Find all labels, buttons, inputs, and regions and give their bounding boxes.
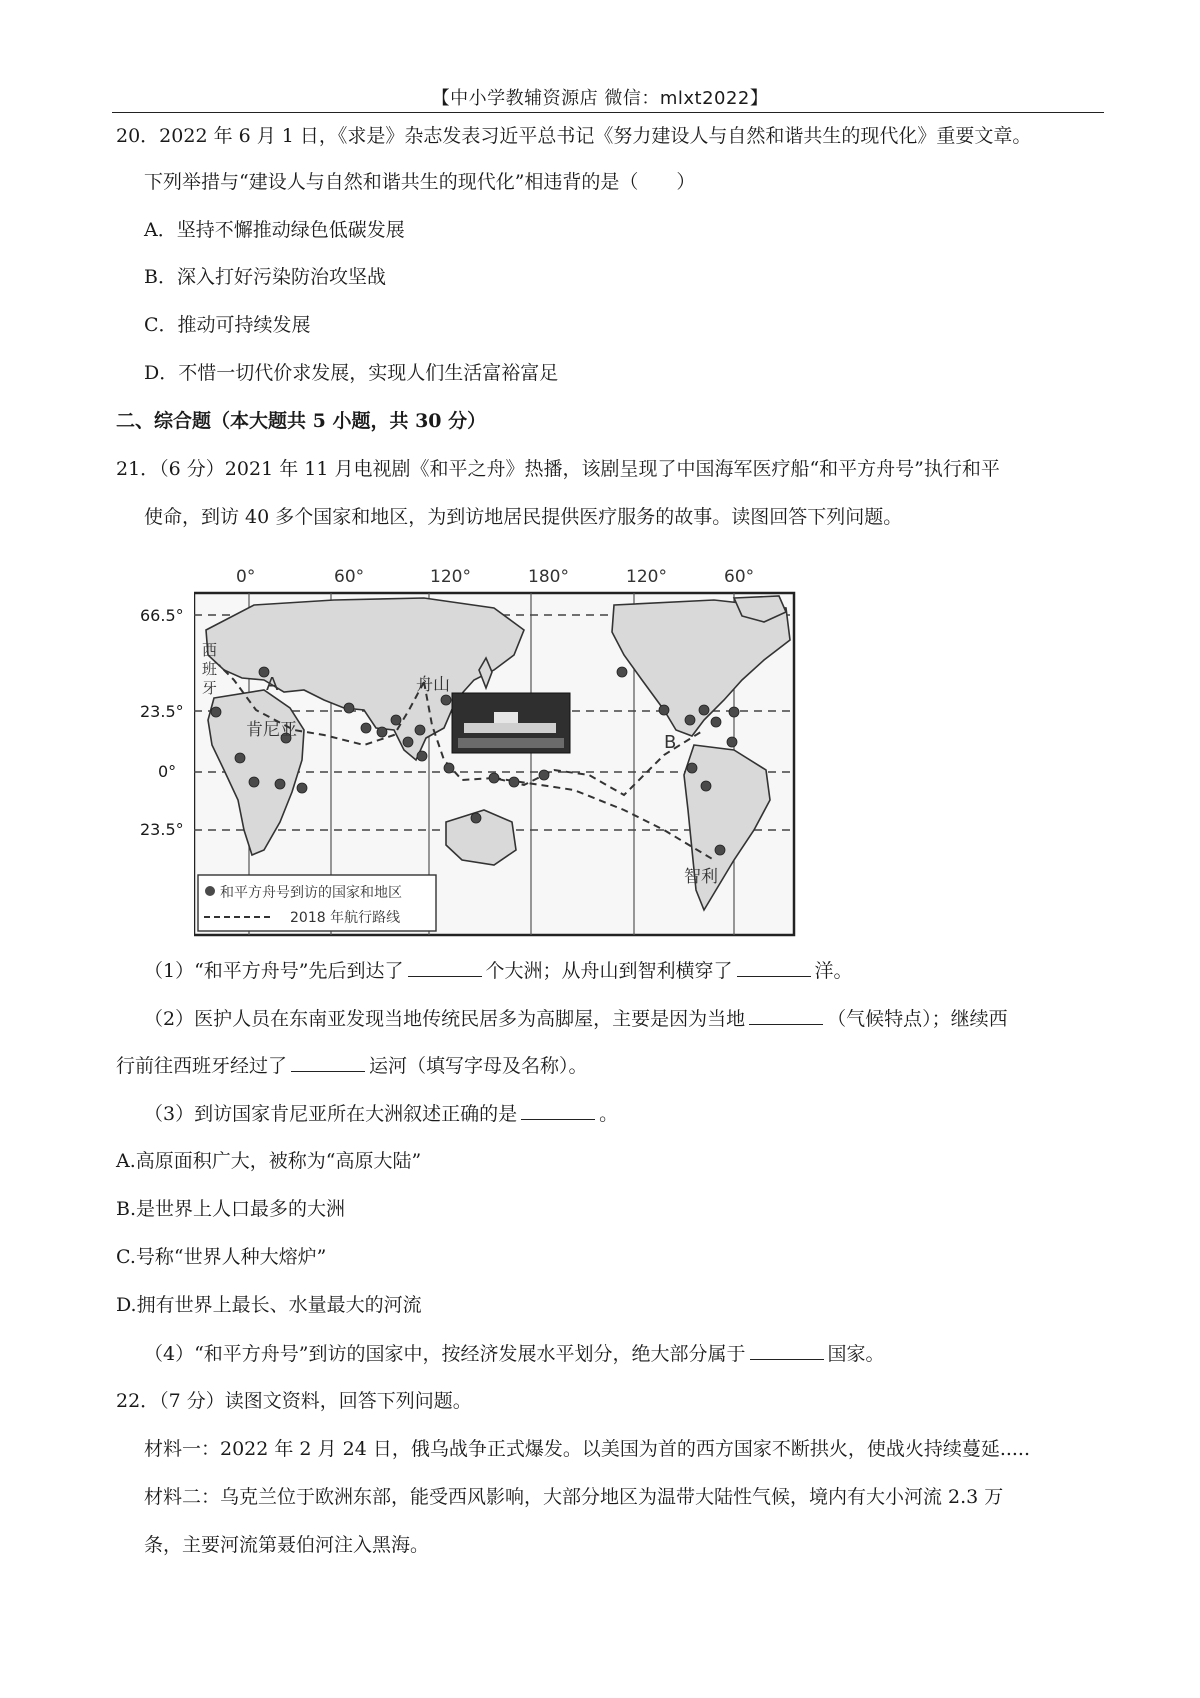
q21-p3-text-a: （3）到访国家肯尼亚所在大洲叙述正确的是 bbox=[144, 1103, 518, 1125]
q21-stem-line1: 21．（6 分）2021 年 11 月电视剧《和平之舟》热播，该剧呈现了中国海军医疗船“和平方舟号”执行和平 bbox=[116, 458, 1000, 480]
q21-p1-text-c: 洋。 bbox=[814, 960, 853, 982]
label-spain-3: 牙 bbox=[202, 679, 218, 697]
label-spain-1: 西 bbox=[202, 641, 218, 659]
q21-part4 bbox=[144, 1341, 885, 1366]
q21-p1-text-a: （1）“和平方舟号”先后到达了 bbox=[144, 960, 404, 982]
q21-p3-text-b: 。 bbox=[599, 1103, 619, 1125]
world-route-map bbox=[194, 560, 856, 938]
q22-material-1: 材料一：2022 年 2 月 24 日，俄乌战争正式爆发。以美国为首的西方国家不断拱火，使战火持续蔓延..... bbox=[144, 1438, 1031, 1460]
ship-sea bbox=[458, 738, 564, 748]
legend-route: 2018 年航行路线 bbox=[290, 910, 401, 926]
lat-label-0: 0° bbox=[158, 762, 177, 781]
q21-p2-text-a: （2）医护人员在东南亚发现当地传统民居多为高脚屋，主要是因为当地 bbox=[144, 1008, 746, 1030]
q21-p2-text-b: （气候特点）；继续西 bbox=[827, 1008, 1008, 1030]
q22-material-2-line1: 材料二：乌克兰位于欧洲东部，能受西风影响，大部分地区为温带大陆性气候，境内有大小河流 2.3 万 bbox=[144, 1486, 1004, 1508]
lon-label-60: 60° bbox=[334, 567, 365, 587]
q20-stem-line2: 下列举措与“建设人与自然和谐共生的现代化”相违背的是（ ） bbox=[144, 171, 696, 193]
q22-material-2-line2: 条，主要河流第聂伯河注入黑海。 bbox=[144, 1534, 430, 1556]
q21-part2-line2 bbox=[116, 1053, 588, 1078]
answer-blank-development[interactable] bbox=[750, 1341, 824, 1360]
lon-label-0: 0° bbox=[236, 567, 256, 587]
lat-label-23-5n: 23.5° bbox=[140, 702, 184, 721]
label-kenya: 肯尼亚 bbox=[246, 720, 297, 740]
lon-label-120: 120° bbox=[430, 567, 471, 587]
q21-part2-line1 bbox=[144, 1006, 1008, 1031]
q20-option-a: A．坚持不懈推动绿色低碳发展 bbox=[144, 219, 405, 241]
label-chile: 智利 bbox=[684, 867, 718, 887]
label-spain-2: 班 bbox=[202, 660, 218, 678]
q20-stem-line1: 20．2022 年 6 月 1 日，《求是》杂志发表习近平总书记《努力建设人与自然和谐共生的现代化》重要文章。 bbox=[116, 125, 1032, 147]
page-header: 【中小学教辅资源店 微信：mlxt2022】 bbox=[431, 88, 769, 109]
header-rule bbox=[112, 112, 1104, 113]
label-zhoushan: 舟山 bbox=[416, 675, 450, 695]
answer-blank-ocean[interactable] bbox=[737, 958, 811, 977]
q21-p3-option-a: A.高原面积广大，被称为“高原大陆” bbox=[116, 1150, 422, 1172]
answer-blank-climate[interactable] bbox=[749, 1006, 823, 1025]
q22-stem: 22．（7 分）读图文资料，回答下列问题。 bbox=[116, 1390, 472, 1412]
q21-p3-option-c: C.号称“世界人种大熔炉” bbox=[116, 1246, 327, 1268]
answer-blank-continents[interactable] bbox=[408, 958, 482, 977]
q21-p2-text-d: 运河（填写字母及名称）。 bbox=[369, 1055, 588, 1077]
q21-p4-text-a: （4）“和平方舟号”到访的国家中，按经济发展水平划分，绝大部分属于 bbox=[144, 1343, 746, 1365]
q21-p2-text-c: 行前往西班牙经过了 bbox=[116, 1055, 288, 1077]
q21-part1 bbox=[144, 958, 853, 983]
ship-hull bbox=[464, 723, 556, 733]
q20-option-b: B．深入打好污染防治攻坚战 bbox=[144, 266, 386, 288]
answer-blank-kenya[interactable] bbox=[521, 1101, 595, 1120]
ship-bridge bbox=[494, 712, 518, 723]
lon-label-180: 180° bbox=[528, 567, 569, 587]
q21-part3 bbox=[144, 1101, 618, 1126]
q20-option-c: C．推动可持续发展 bbox=[144, 314, 311, 336]
answer-blank-canal[interactable] bbox=[291, 1053, 365, 1072]
q21-p4-text-b: 国家。 bbox=[827, 1343, 885, 1365]
q20-option-d: D．不惜一切代价求发展，实现人们生活富裕富足 bbox=[144, 362, 559, 384]
q21-p1-text-b: 个大洲；从舟山到智利横穿了 bbox=[485, 960, 733, 982]
legend-visited: 和平方舟号到访的国家和地区 bbox=[220, 885, 402, 901]
section-2-heading: 二、综合题（本大题共 5 小题，共 30 分） bbox=[116, 410, 487, 432]
q21-p3-option-d: D.拥有世界上最长、水量最大的河流 bbox=[116, 1294, 422, 1316]
lon-label-60w: 60° bbox=[724, 567, 755, 587]
q21-p3-option-b: B.是世界上人口最多的大洲 bbox=[116, 1198, 346, 1220]
lat-label-66-5: 66.5° bbox=[140, 606, 184, 625]
label-point-b: B bbox=[664, 732, 677, 753]
q21-stem-line2: 使命，到访 40 多个国家和地区，为到访地居民提供医疗服务的故事。读图回答下列问题。 bbox=[144, 506, 903, 528]
label-point-a: A bbox=[266, 674, 279, 695]
lat-label-23-5s: 23.5° bbox=[140, 820, 184, 839]
lon-label-120w: 120° bbox=[626, 567, 667, 587]
legend-marker-icon bbox=[205, 886, 215, 896]
